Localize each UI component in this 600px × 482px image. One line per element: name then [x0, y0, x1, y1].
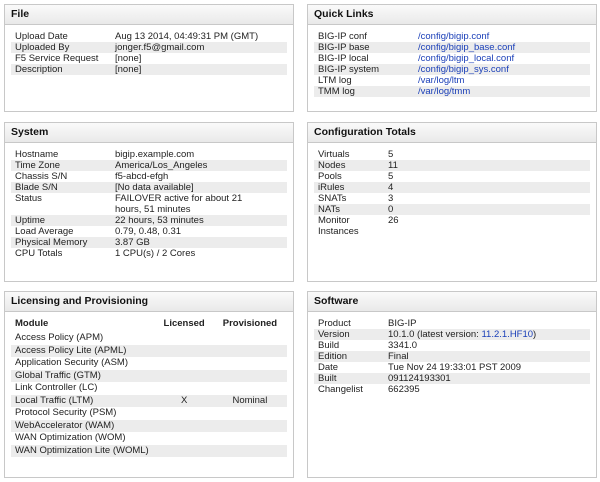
quick-link-row	[314, 53, 590, 64]
quick-link-label: BIG-IP system	[318, 64, 380, 75]
config-value: 26	[388, 215, 399, 226]
config-value: 5	[388, 149, 394, 160]
module-licensed	[155, 407, 212, 420]
system-row	[11, 149, 287, 160]
software-panel-title: Software	[308, 292, 596, 312]
software-version-suffix: )	[533, 329, 537, 340]
software-version-value	[388, 329, 590, 340]
module-row	[11, 445, 287, 458]
module-licensed	[155, 432, 212, 445]
licensing-panel-title: Licensing and Provisioning	[5, 292, 293, 312]
quick-link-row	[314, 64, 590, 75]
module-name: Protocol Security (PSM)	[15, 407, 117, 418]
module-licensed	[155, 370, 212, 383]
module-provisioned	[213, 420, 287, 433]
software-row	[314, 329, 590, 340]
system-label: Status	[15, 193, 42, 204]
config-label: Nodes	[318, 160, 346, 171]
module-row	[11, 420, 287, 433]
system-value: America/Los_Angeles	[115, 160, 208, 171]
software-label: Date	[318, 362, 339, 373]
module-name: Global Traffic (GTM)	[15, 369, 101, 381]
config-totals-panel	[307, 122, 597, 282]
config-label: SNATs	[318, 193, 347, 204]
module-row	[11, 407, 287, 420]
system-value: 22 hours, 53 minutes	[115, 215, 204, 226]
quick-link[interactable]: /var/log/tmm	[418, 86, 471, 97]
module-row	[11, 382, 287, 395]
quick-link[interactable]: /config/bigip_base.conf	[418, 42, 516, 53]
module-licensed	[155, 382, 212, 395]
module-licensed	[155, 357, 212, 370]
system-label: Hostname	[15, 149, 59, 160]
module-row	[11, 332, 287, 345]
software-value: BIG-IP	[388, 318, 417, 329]
module-row	[11, 370, 287, 383]
quick-link-label: LTM log	[318, 75, 352, 86]
file-value: jonger.f5@gmail.com	[115, 42, 205, 53]
system-row	[11, 193, 287, 215]
module-provisioned	[213, 445, 287, 458]
system-row	[11, 171, 287, 182]
software-value: 662395	[388, 384, 420, 395]
config-row	[314, 160, 590, 171]
file-value: Aug 13 2014, 04:49:31 PM (GMT)	[115, 31, 259, 42]
file-panel-title: File	[5, 5, 293, 25]
module-row	[11, 432, 287, 445]
software-version-text: 10.1.0 (latest version:	[388, 329, 482, 340]
file-row	[11, 31, 287, 42]
config-row	[314, 204, 590, 215]
module-row	[11, 395, 287, 408]
module-name: WAN Optimization Lite (WOML)	[15, 444, 149, 456]
config-row	[314, 193, 590, 204]
quick-link-row	[314, 42, 590, 53]
config-value: 4	[388, 182, 394, 193]
module-name: WAN Optimization (WOM)	[15, 432, 126, 443]
module-licensed	[155, 445, 212, 458]
config-label: Virtuals	[318, 149, 350, 160]
config-value: 5	[388, 171, 394, 182]
config-row	[314, 149, 590, 160]
module-provisioned	[213, 382, 287, 395]
software-value: 3341.0	[388, 340, 418, 351]
module-provisioned	[213, 345, 287, 358]
system-panel	[4, 122, 294, 282]
module-name: Access Policy (APM)	[15, 332, 104, 343]
system-row	[11, 182, 287, 193]
software-label: Built	[318, 373, 337, 384]
module-licensed	[155, 332, 212, 345]
file-label: Uploaded By	[15, 42, 70, 53]
quick-link-label: BIG-IP conf	[318, 31, 367, 42]
config-label: Pools	[318, 171, 342, 182]
system-row	[11, 226, 287, 237]
system-label: Physical Memory	[15, 237, 88, 248]
software-label: Product	[318, 318, 351, 329]
software-label: Changelist	[318, 384, 363, 395]
config-row	[314, 215, 590, 237]
software-row	[314, 373, 590, 384]
system-value: FAILOVER active for about 21 hours, 51 minutes	[115, 193, 243, 215]
config-totals-title: Configuration Totals	[308, 123, 596, 143]
system-panel-title: System	[5, 123, 293, 143]
provisioned-column-header: Provisioned	[222, 318, 278, 329]
config-row	[314, 182, 590, 193]
system-value: 0.79, 0.48, 0.31	[115, 226, 182, 237]
quick-link-label: BIG-IP local	[318, 53, 369, 64]
module-column-header: Module	[15, 318, 49, 329]
software-label: Edition	[318, 351, 348, 362]
quick-link[interactable]: /var/log/ltm	[418, 75, 465, 86]
system-value: bigip.example.com	[115, 149, 195, 160]
config-label: Monitor Instances	[318, 215, 359, 237]
module-name: Local Traffic (LTM)	[15, 394, 94, 406]
module-licensed	[155, 420, 212, 433]
system-value: [No data available]	[115, 182, 194, 193]
system-value: f5-abcd-efgh	[115, 171, 169, 182]
file-row	[11, 42, 287, 53]
module-name: Application Security (ASM)	[15, 357, 128, 368]
module-provisioned	[213, 357, 287, 370]
config-value: 0	[388, 204, 394, 215]
system-value: 1 CPU(s) / 2 Cores	[115, 248, 196, 259]
config-value: 3	[388, 193, 394, 204]
system-label: Chassis S/N	[15, 171, 68, 182]
software-row	[314, 340, 590, 351]
file-value: [none]	[115, 53, 142, 64]
system-label: Load Average	[15, 226, 74, 237]
system-value: 3.87 GB	[115, 237, 150, 248]
file-value: [none]	[115, 64, 142, 75]
module-name: Access Policy Lite (APML)	[15, 344, 127, 356]
software-row	[314, 351, 590, 362]
software-label: Version	[318, 329, 350, 340]
quick-link-row	[314, 31, 590, 42]
file-row	[11, 64, 287, 75]
system-row	[11, 248, 287, 259]
software-label: Build	[318, 340, 340, 351]
quick-link-label: BIG-IP base	[318, 42, 370, 53]
module-licensed: X	[180, 394, 188, 406]
software-row	[314, 362, 590, 373]
file-label: Description	[15, 64, 63, 75]
system-label: Time Zone	[15, 160, 61, 171]
quick-links-panel	[307, 4, 597, 112]
software-panel	[307, 291, 597, 478]
file-label: Upload Date	[15, 31, 68, 42]
file-panel	[4, 4, 294, 112]
software-row	[314, 318, 590, 329]
module-provisioned	[213, 332, 287, 345]
latest-version-link[interactable]: 11.2.1.HF10	[481, 329, 534, 340]
file-label: F5 Service Request	[15, 53, 99, 64]
module-name: Link Controller (LC)	[15, 382, 98, 393]
software-value: Tue Nov 24 19:33:01 PST 2009	[388, 362, 522, 373]
module-licensed	[155, 345, 212, 358]
system-label: CPU Totals	[15, 248, 63, 259]
module-provisioned	[213, 432, 287, 445]
licensed-column-header: Licensed	[163, 318, 205, 329]
software-value: Final	[388, 351, 409, 362]
quick-link[interactable]: /config/bigip.conf	[418, 31, 490, 42]
config-value: 11	[388, 160, 398, 171]
module-row	[11, 357, 287, 370]
system-label: Blade S/N	[15, 182, 58, 193]
system-label: Uptime	[15, 215, 46, 226]
module-provisioned: Nominal	[232, 394, 268, 406]
system-row	[11, 237, 287, 248]
config-row	[314, 171, 590, 182]
config-label: NATs	[318, 204, 340, 215]
quick-link-row	[314, 75, 590, 86]
module-row	[11, 345, 287, 358]
config-label: iRules	[318, 182, 345, 193]
module-name: WebAccelerator (WAM)	[15, 419, 115, 431]
quick-link-label: TMM log	[318, 86, 355, 97]
quick-link[interactable]: /config/bigip_local.conf	[418, 53, 515, 64]
licensing-header-row	[11, 318, 287, 332]
quick-links-title: Quick Links	[308, 5, 596, 25]
licensing-panel	[4, 291, 294, 478]
software-row	[314, 384, 590, 395]
module-provisioned	[213, 370, 287, 383]
file-row	[11, 53, 287, 64]
system-row	[11, 215, 287, 226]
quick-link-row	[314, 86, 590, 97]
module-provisioned	[213, 407, 287, 420]
system-row	[11, 160, 287, 171]
quick-link[interactable]: /config/bigip_sys.conf	[418, 64, 509, 75]
software-value: 091124193301	[388, 373, 451, 384]
